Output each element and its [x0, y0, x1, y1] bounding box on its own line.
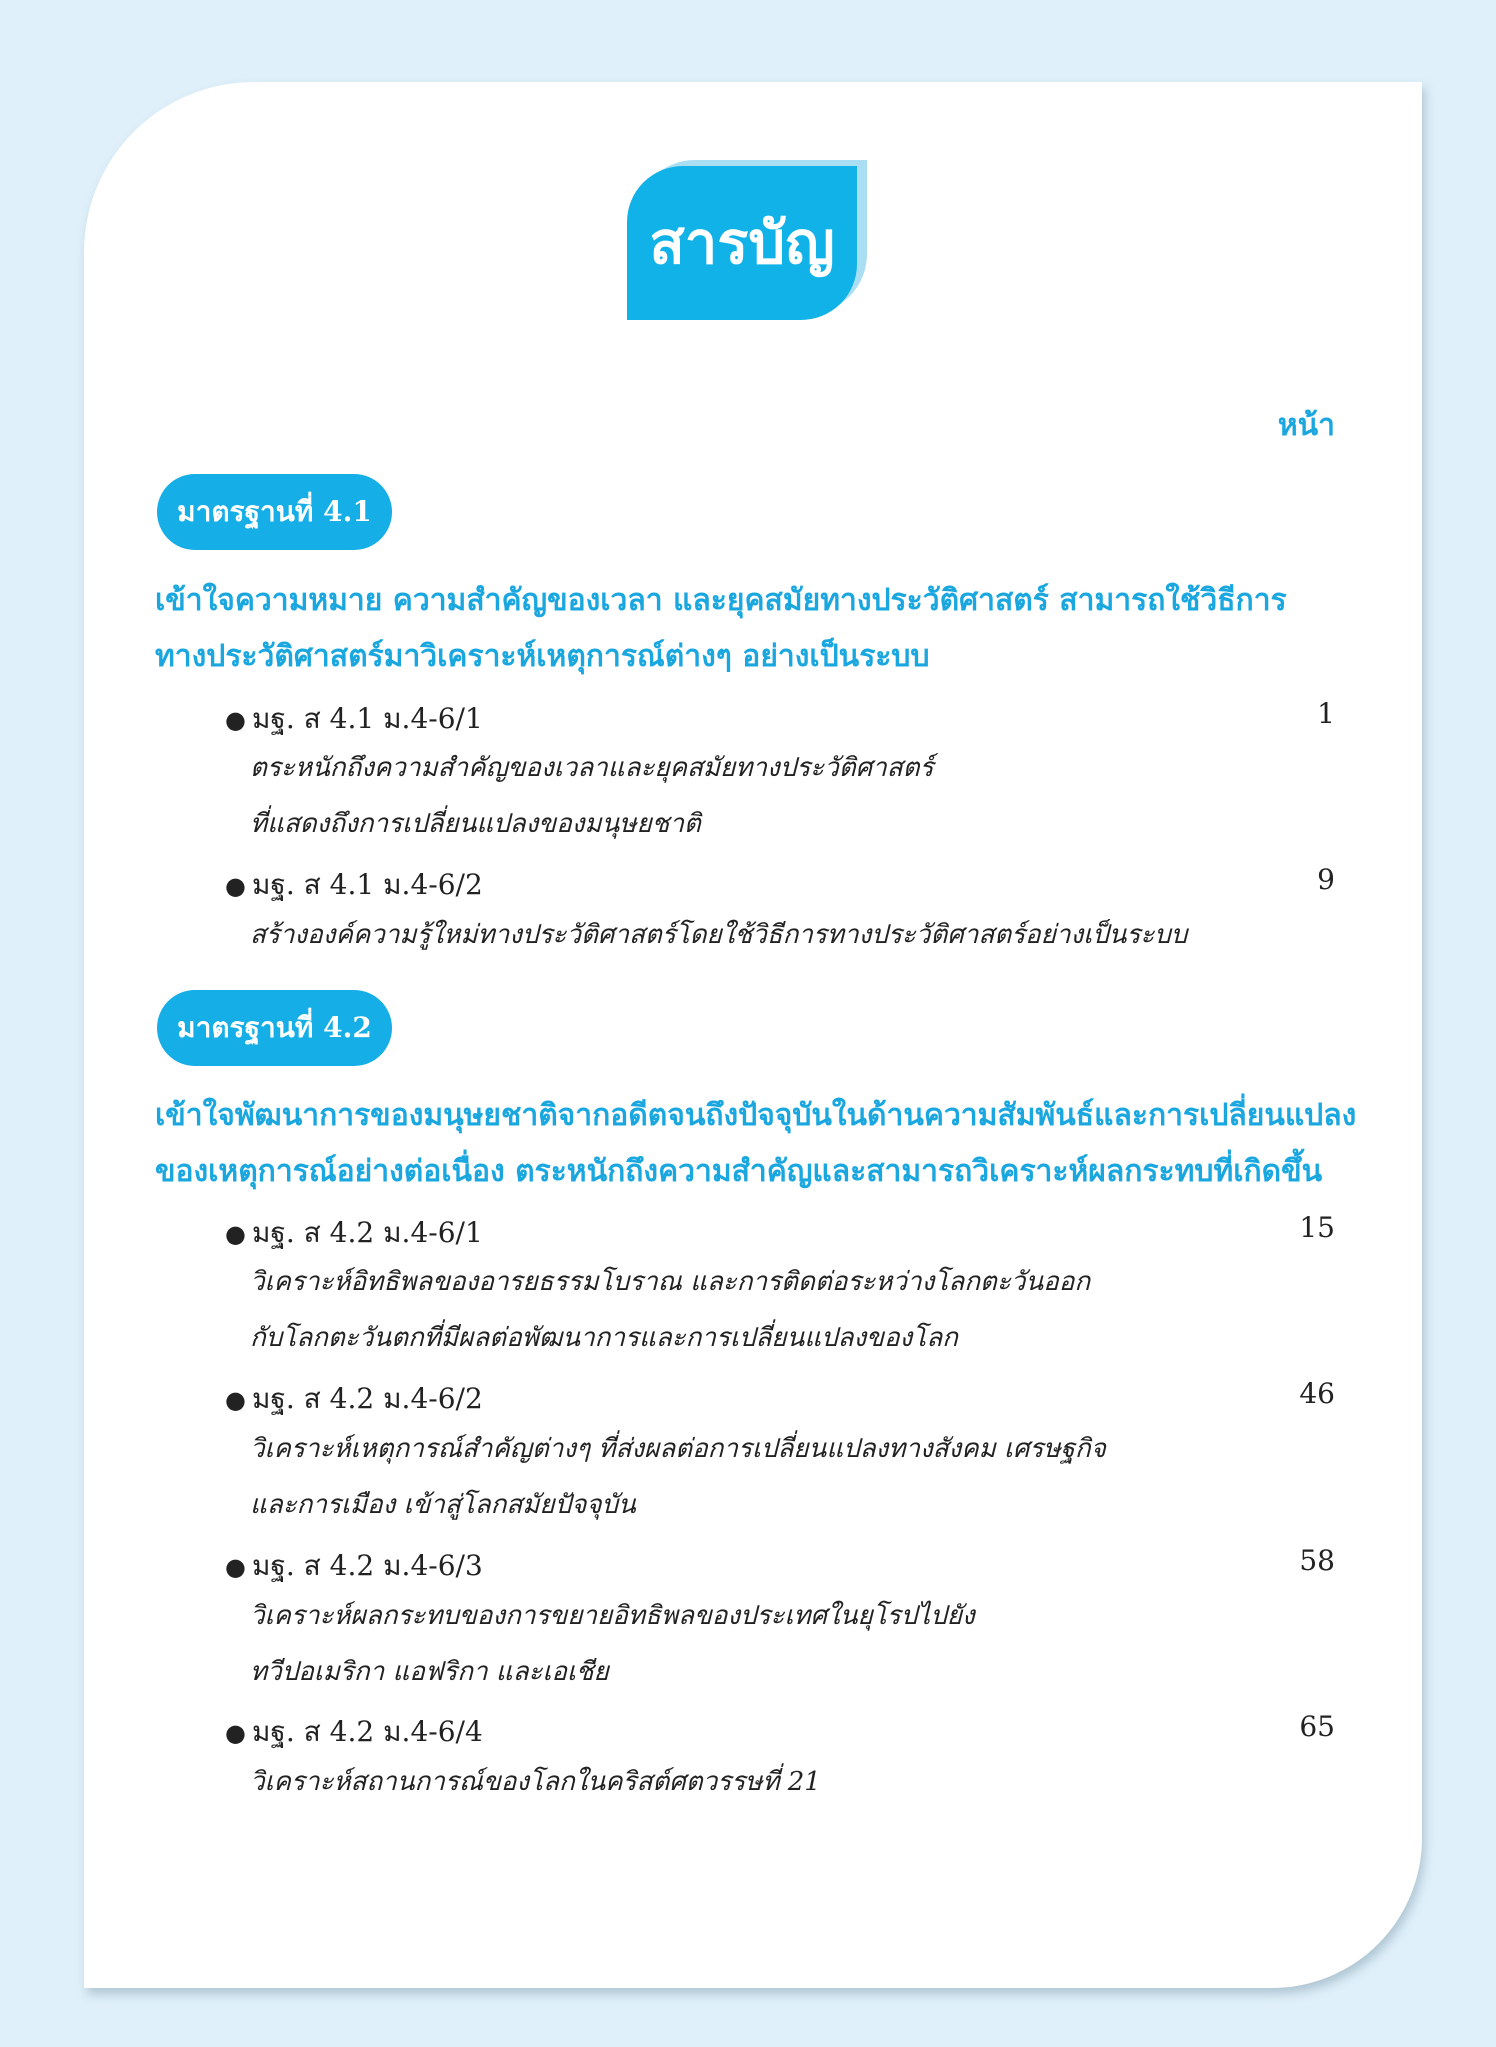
standard-description [155, 1088, 1355, 1200]
indicator-code [225, 1377, 483, 1421]
standard-description-line: เข้าใจความหมาย ความสำคัญของเวลา และยุคสมัยทางประวัติศาสตร์ สามารถใช้วิธีการ [155, 583, 1287, 618]
indicator-description-line: วิเคราะห์อิทธิพลของอารยธรรมโบราณ และการติดต่อระหว่างโลกตะวันออก [250, 1267, 1091, 1297]
page-title: สารบัญ [627, 166, 857, 320]
indicator-code-text: มฐ. ส 4.1 ม.4-6/1 [251, 702, 483, 735]
bullet-icon: ● [225, 1719, 246, 1747]
indicator-code-text: มฐ. ส 4.2 ม.4-6/2 [251, 1382, 483, 1415]
indicator-description-line: ที่แสดงถึงการเปลี่ยนแปลงของมนุษยชาติ [250, 809, 701, 839]
page-number: 65 [1299, 1710, 1335, 1743]
indicator-description-line: วิเคราะห์สถานการณ์ของโลกในคริสต์ศตวรรษที่ 21 [250, 1767, 821, 1797]
indicator-description [250, 1588, 975, 1700]
standard-badge: มาตรฐานที่ 4.2 [157, 990, 392, 1066]
bullet-icon: ● [225, 1553, 246, 1581]
indicator-code-text: มฐ. ส 4.2 ม.4-6/3 [251, 1549, 483, 1582]
bullet-icon: ● [225, 1386, 246, 1414]
indicator-code [225, 1211, 483, 1255]
page-number: 15 [1299, 1211, 1335, 1244]
indicator-description-line: ทวีปอเมริกา แอฟริกา และเอเชีย [250, 1657, 609, 1687]
page-number: 1 [1317, 697, 1335, 730]
page-number: 9 [1317, 863, 1335, 896]
indicator-code [225, 697, 483, 741]
bullet-icon: ● [225, 706, 246, 734]
indicator-description [250, 740, 933, 852]
indicator-code [225, 863, 483, 907]
indicator-code [225, 1710, 483, 1754]
page-number: 46 [1299, 1377, 1335, 1410]
indicator-description-line: วิเคราะห์เหตุการณ์สำคัญต่างๆ ที่ส่งผลต่อการเปลี่ยนแปลงทางสังคม เศรษฐกิจ [250, 1434, 1106, 1464]
page-column-label: หน้า [1277, 408, 1335, 443]
indicator-description [250, 907, 1187, 963]
indicator-code-text: มฐ. ส 4.2 ม.4-6/4 [251, 1715, 483, 1748]
indicator-description [250, 1254, 1090, 1366]
indicator-description-line: สร้างองค์ความรู้ใหม่ทางประวัติศาสตร์โดยใช้วิธีการทางประวัติศาสตร์อย่างเป็นระบบ [250, 920, 1188, 950]
indicator-description-line: กับโลกตะวันตกที่มีผลต่อพัฒนาการและการเปลี่ยนแปลงของโลก [250, 1323, 958, 1353]
indicator-description-line: และการเมือง เข้าสู่โลกสมัยปัจจุบัน [250, 1490, 636, 1520]
indicator-description [250, 1421, 1106, 1533]
bullet-icon: ● [225, 1220, 246, 1248]
indicator-description-line: วิเคราะห์ผลกระทบของการขยายอิทธิพลของประเทศในยุโรปไปยัง [250, 1601, 975, 1631]
standard-description-line: ทางประวัติศาสตร์มาวิเคราะห์เหตุการณ์ต่างๆ อย่างเป็นระบบ [155, 639, 930, 674]
standard-description [155, 573, 1355, 685]
standard-badge: มาตรฐานที่ 4.1 [157, 474, 392, 550]
indicator-code-text: มฐ. ส 4.1 ม.4-6/2 [251, 868, 483, 901]
standard-description-line: เข้าใจพัฒนาการของมนุษยชาติจากอดีตจนถึงปัจจุบันในด้านความสัมพันธ์และการเปลี่ยนแปลง [155, 1098, 1357, 1133]
indicator-code [225, 1544, 483, 1588]
indicator-description [250, 1754, 821, 1810]
standard-description-line: ของเหตุการณ์อย่างต่อเนื่อง ตระหนักถึงความสำคัญและสามารถวิเคราะห์ผลกระทบที่เกิดขึ้น [155, 1154, 1323, 1189]
page-number: 58 [1299, 1544, 1335, 1577]
indicator-description-line: ตระหนักถึงความสำคัญของเวลาและยุคสมัยทางประวัติศาสตร์ [250, 753, 934, 783]
title-block [627, 160, 867, 320]
indicator-code-text: มฐ. ส 4.2 ม.4-6/1 [251, 1216, 483, 1249]
bullet-icon: ● [225, 872, 246, 900]
